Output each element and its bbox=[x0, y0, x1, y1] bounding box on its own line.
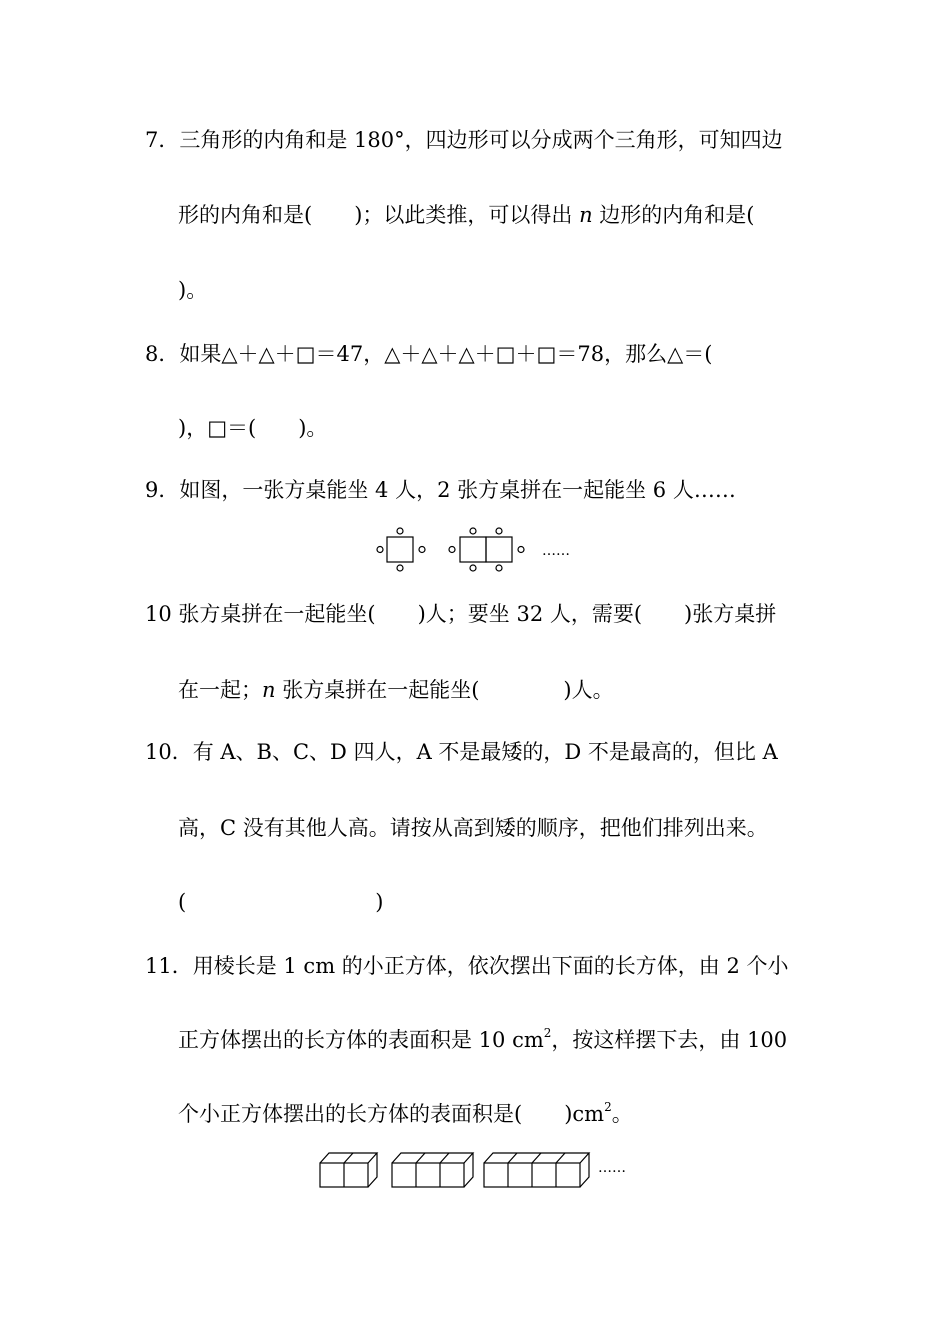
chair-2-bottom-b bbox=[496, 565, 502, 571]
chair-1-left bbox=[377, 547, 383, 553]
table-2a bbox=[460, 537, 486, 562]
q7-line2-text-a: 形的内角和是( )；以此类推，可以得出 bbox=[178, 203, 580, 227]
q9-line3-var: n bbox=[262, 678, 276, 702]
q11-line3-text-a: 个小正方体摆出的长方体的表面积是( )cm bbox=[178, 1102, 605, 1126]
q11-line2-sup: 2 bbox=[543, 1026, 552, 1040]
q9-line1: 9．如图，一张方桌能坐 4 人，2 张方桌拼在一起能坐 6 人…… bbox=[145, 478, 736, 502]
table-2b bbox=[486, 537, 512, 562]
cuboid-2 bbox=[320, 1153, 377, 1187]
q11-line3-text-b: 。 bbox=[611, 1102, 633, 1126]
cuboids-figure bbox=[315, 1148, 645, 1192]
q11-line1: 11．用棱长是 1 cm 的小正方体，依次摆出下面的长方体，由 2 个小 bbox=[145, 954, 789, 978]
q8-line2: )，□＝( )。 bbox=[178, 416, 328, 440]
tables-figure-ellipsis: …… bbox=[542, 543, 570, 559]
chair-1-top bbox=[397, 528, 403, 534]
tables-figure bbox=[370, 525, 590, 575]
q9-line3-text-a: 在一起； bbox=[178, 678, 262, 702]
chair-2-top-a bbox=[470, 528, 476, 534]
q10-line3: ( ) bbox=[178, 890, 384, 914]
chair-1-right bbox=[419, 547, 425, 553]
q7-line3: )。 bbox=[178, 278, 208, 302]
q11-line3-sup: 2 bbox=[604, 1100, 612, 1114]
cuboids-figure-ellipsis: …… bbox=[598, 1160, 626, 1176]
chair-2-bottom-a bbox=[470, 565, 476, 571]
q11-line3 bbox=[178, 1100, 633, 1126]
q9-line3-text-b: 张方桌拼在一起能坐( )人。 bbox=[275, 678, 614, 702]
q7-line2-var: n bbox=[579, 203, 593, 227]
chair-2-top-b bbox=[496, 528, 502, 534]
q8-line1: 8．如果△＋△＋□＝47，△＋△＋△＋□＋□＝78，那么△＝( bbox=[145, 342, 713, 366]
q10-line2: 高，C 没有其他人高。请按从高到矮的顺序，把他们排列出来。 bbox=[178, 816, 768, 840]
table-1 bbox=[387, 537, 413, 562]
cuboid-3 bbox=[392, 1153, 473, 1187]
q7-line2 bbox=[178, 205, 754, 226]
cuboid-4 bbox=[484, 1153, 589, 1187]
q7-line2-text-b: 边形的内角和是( bbox=[592, 203, 755, 227]
chair-1-bottom bbox=[397, 565, 403, 571]
chair-2-left bbox=[449, 547, 455, 553]
q10-line1: 10．有 A、B、C、D 四人，A 不是最矮的，D 不是最高的，但比 A bbox=[145, 740, 778, 764]
q9-line3 bbox=[178, 680, 614, 701]
q11-line2-text-b: ，按这样摆下去，由 100 bbox=[551, 1028, 788, 1052]
q7-line1: 7．三角形的内角和是 180°，四边形可以分成两个三角形，可知四边 bbox=[145, 128, 783, 152]
q9-line2: 10 张方桌拼在一起能坐( )人；要坐 32 人，需要( )张方桌拼 bbox=[145, 602, 777, 626]
q11-line2 bbox=[178, 1026, 788, 1052]
q11-line2-text-a: 正方体摆出的长方体的表面积是 10 cm bbox=[178, 1028, 544, 1052]
chair-2-right bbox=[518, 547, 524, 553]
